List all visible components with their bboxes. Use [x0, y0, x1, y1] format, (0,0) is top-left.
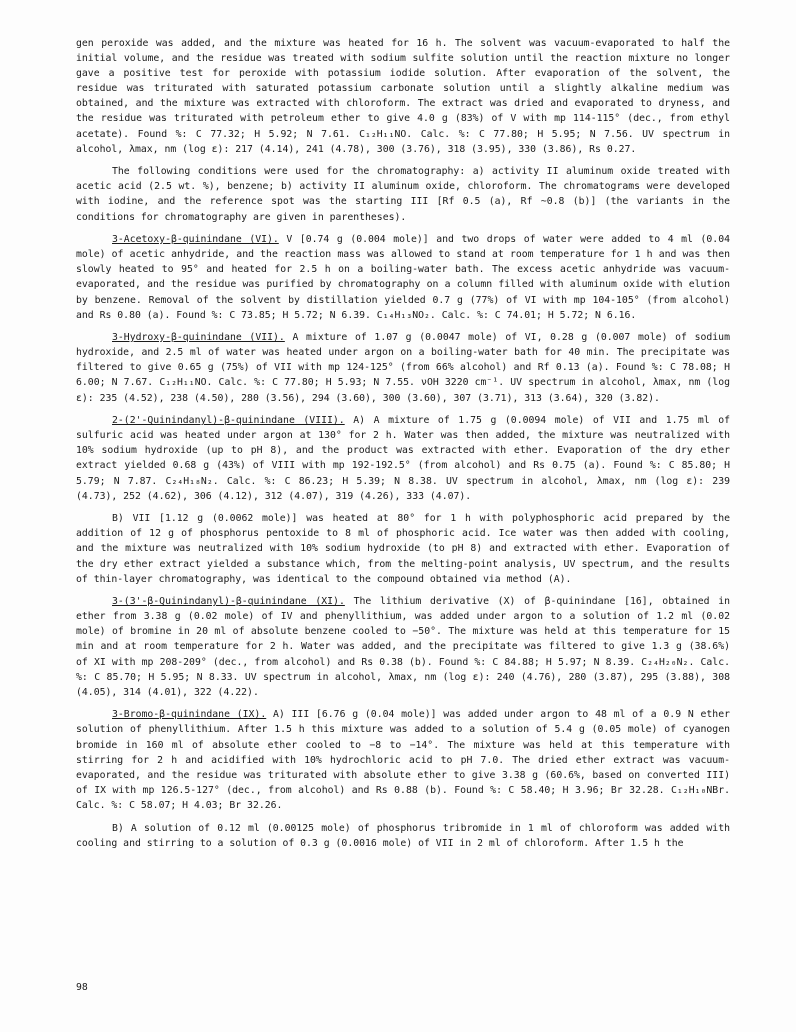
paragraph-method-b-ix [76, 821, 730, 851]
paragraph-heading: 3-Bromo-β-quinindane (IX). [112, 709, 267, 721]
paragraph-heading: 3-Acetoxy-β-quinindane (VI). [112, 234, 279, 246]
paragraph-text: V [0.74 g (0.004 mole)] and two drops of water were added to 4 ml (0.04 mole) of acetic anhydride, and the reaction mass was allowed to stand at room temperature for 1 h and was then slowly heated to 95° and heated for 2.5 h on a boiling-water bath. The excess acetic anhydride was vacuum-evaporated, and the residue was purified by chromatography on a column filled with aluminum oxide with elution by benzene. Removal of the solvent by distillation yielded 0.7 g (77%) of VI with mp 104-105° (from alcohol) and Rs 0.80 (a). Found %: C 73.85; H 5.72; N 6.39. C₁₄H₁₃NO₂. Calc. %: C 74.01; H 5.72; N 6.16. [76, 234, 730, 321]
paragraph-chromatography-conditions [76, 164, 730, 224]
paragraph-text: A) A mixture of 1.75 g (0.0094 mole) of VII and 1.75 ml of sulfuric acid was heated under argon at 130° for 2 h. Water was then added, the mixture was neutralized with 10% sodium hydroxide (up to pH 8), and the product was extracted with ether. Evaporation of the dry ether extract yielded 0.68 g (43%) of VIII with mp 192-192.5° (from alcohol) and Rs 0.75 (a). Found %: C 85.80; H 5.79; N 7.87. C₂₄H₁₈N₂. Calc. %: C 86.23; H 5.39; N 8.38. UV spectrum in alcohol, λmax, nm (log ε): 239 (4.73), 252 (4.62), 306 (4.12), 312 (4.07), 319 (4.26), 333 (4.07). [76, 415, 731, 502]
paragraph-text: A mixture of 1.07 g (0.0047 mole) of VI, 0.28 g (0.007 mole) of sodium hydroxide, and 2.5 ml of water was heated under argon on a boiling-water bath for 40 min. The precipitate was filtered to give 0.65 g (75%) of VII with mp 124-125° (from 66% alcohol) and Rf 0.13 (a). Found %: C 78.08; H 6.00; N 7.67. C₁₂H₁₁NO. Calc. %: C 77.80; H 5.93; N 7.55. νOH 3220 cm⁻¹. UV spectrum in alcohol, λmax, nm (log ε): 235 (4.52), 238 (4.50), 280 (3.56), 294 (3.60), 300 (3.60), 307 (3.71), 313 (3.64), 320 (3.82). [76, 332, 730, 404]
paragraph-heading: 3-Hydroxy-β-quinindane (VII). [112, 332, 285, 344]
paragraph-heading: 3-(3'-β-Quinindanyl)-β-quinindane (XI). [112, 596, 345, 608]
paragraph-compound-viii [76, 413, 730, 504]
page-number: 98 [76, 982, 88, 993]
paragraph-text: The following conditions were used for the chromatography: a) activity II aluminum oxide treated with acetic acid (2.5 wt. %), benzene; b) activity II aluminum oxide, chloroform. The chromatograms were developed with iodine, and the reference spot was the starting III [Rf 0.5 (a), Rf ~0.8 (b)] (the variants in the conditions for chromatography are given in parentheses). [76, 166, 730, 223]
paragraph-text: B) VII [1.12 g (0.0062 mole)] was heated at 80° for 1 h with polyphosphoric acid prepared by the addition of 12 g of phosphorus pentoxide to 8 ml of phosphoric acid. Ice water was then added with cooling, and the mixture was neutralized with 10% sodium hydroxide (to pH 8) and extracted with ether. Evaporation of the dry ether extract yielded a substance which, from the melting-point analysis, UV spectrum, and the results of thin-layer chromatography, was identical to the compound obtained via method (A). [76, 513, 730, 585]
paragraph-text: A) III [6.76 g (0.04 mole)] was added under argon to 48 ml of a 0.9 N ether solution of phenyllithium. After 1.5 h this mixture was added to a solution of 5.4 g (0.05 mole) of cyanogen bromide in 160 ml of absolute ether cooled to −8 to −14°. The mixture was held at this temperature with stirring for 2 h and acidified with 10% hydrochloric acid to pH 7.0. The dried ether extract was vacuum-evaporated, and the residue was triturated with absolute ether to give 3.38 g (60.6%, based on converted III) of IX with mp 126.5-127° (dec., from alcohol) and Rs 0.88 (b). Found %: C 58.40; H 3.96; Br 32.28. C₁₂H₁₀NBr. Calc. %: C 58.07; H 4.03; Br 32.26. [76, 709, 730, 811]
paragraph-compound-xi [76, 594, 730, 700]
paragraph-text: The lithium derivative (X) of β-quinindane [16], obtained in ether from 3.38 g (0.02 mole) of IV and phenyllithium, was added under argon to a solution of 1.2 ml (0.02 mole) of bromine in 20 ml of absolute benzene cooled to −50°. The mixture was held at this temperature for 15 min and at room temperature for 2 h. Water was added, and the precipitate was filtered to give 1.3 g (38.6%) of XI with mp 208-209° (dec., from alcohol) and Rs 0.38 (b). Found %: C 84.88; H 5.97; N 8.39. C₂₄H₂₀N₂. Calc. %: C 85.70; H 5.95; N 8.33. UV spectrum in alcohol, λmax, nm (log ε): 240 (4.76), 280 (3.87), 295 (3.88), 308 (4.05), 314 (4.01), 322 (4.22). [76, 596, 731, 698]
body-text [76, 36, 730, 858]
paragraph-text: B) A solution of 0.12 ml (0.00125 mole) of phosphorus tribromide in 1 ml of chloroform was added with cooling and stirring to a solution of 0.3 g (0.0016 mole) of VII in 2 ml of chloroform. After 1.5 h the [76, 822, 730, 849]
paragraph-compound-ix [76, 707, 730, 813]
paragraph-continuation [76, 36, 730, 157]
paragraph-method-b-viii [76, 511, 730, 586]
paragraph-compound-vi [76, 232, 730, 323]
paragraph-text: gen peroxide was added, and the mixture was heated for 16 h. The solvent was vacuum-evaporated to half the initial volume, and the residue was treated with sodium sulfite solution until the reaction mixture no longer gave a positive test for peroxide with potassium iodide solution. After evaporation of the solvent, the residue was triturated with saturated potassium carbonate solution until a slightly alkaline medium was obtained, and the mixture was extracted with chloroform. The extract was dried and evaporated to dryness, and the residue was triturated with petroleum ether to give 4.0 g (83%) of V with mp 114-115° (dec., from ethyl acetate). Found %: C 77.32; H 5.92; N 7.61. C₁₂H₁₁NO. Calc. %: C 77.80; H 5.95; N 7.56. UV spectrum in alcohol, λmax, nm (log ε): 217 (4.14), 241 (4.78), 300 (3.76), 318 (3.95), 330 (3.86), Rs 0.27. [76, 38, 730, 155]
paragraph-heading: 2-(2'-Quinindanyl)-β-quinindane (VIII). [112, 415, 345, 427]
paragraph-compound-vii [76, 330, 730, 405]
